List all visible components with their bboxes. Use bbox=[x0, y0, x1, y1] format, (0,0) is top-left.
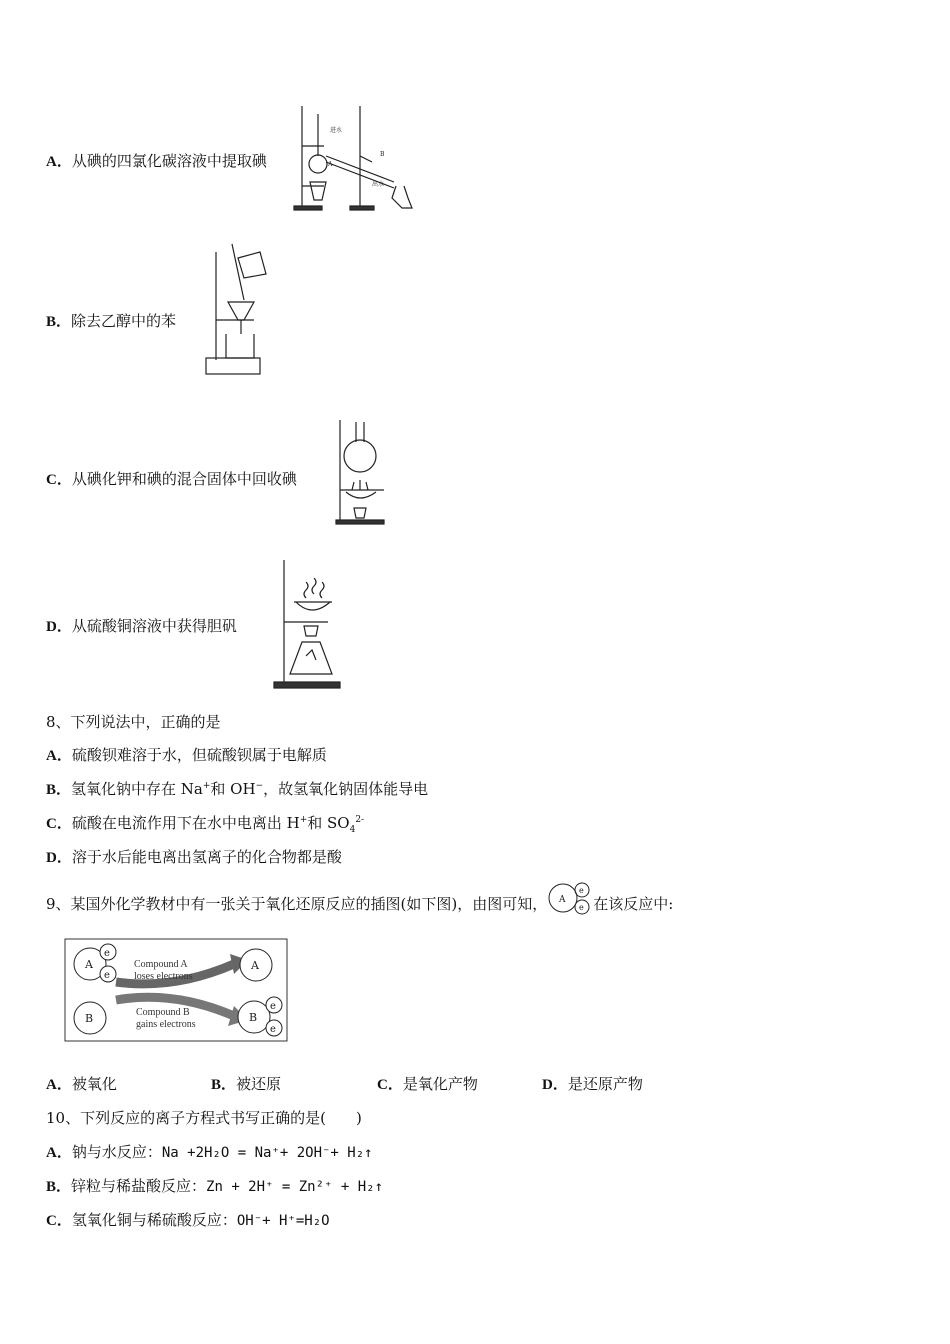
option-label: A． bbox=[46, 1077, 72, 1093]
fig-e-label: e bbox=[270, 1001, 276, 1012]
option-label: D． bbox=[542, 1077, 568, 1093]
q9-option-c bbox=[377, 1074, 478, 1095]
fig-e-label: e bbox=[104, 948, 110, 959]
option-text: 从硫酸铜溶液中获得胆矾 bbox=[71, 617, 237, 635]
inline-a-label: A bbox=[559, 895, 566, 905]
option-text: 锌粒与稀盐酸反应： bbox=[71, 1177, 207, 1195]
sublimation-apparatus-figure bbox=[334, 418, 388, 526]
fig-e-label: e bbox=[270, 1024, 276, 1035]
option-label: A． bbox=[46, 154, 72, 170]
option-text: 硫酸钡难溶于水，但硫酸钡属于电解质 bbox=[71, 746, 327, 764]
option-label: B． bbox=[46, 314, 72, 330]
option-label: B． bbox=[46, 782, 72, 798]
fig-b-right-label: B bbox=[249, 1011, 258, 1024]
water-out-label: 出水 bbox=[372, 181, 385, 188]
fig-e-label: e bbox=[104, 970, 110, 981]
inline-e1-label: e bbox=[579, 886, 584, 895]
q10-option-c bbox=[46, 1210, 330, 1231]
q9-stem-pre: 9、某国外化学教材中有一张关于氧化还原反应的插图(如下图)，由图可知， bbox=[46, 895, 548, 913]
option-text-part1: 硫酸在电流作用下在水中电离出 H bbox=[71, 814, 300, 832]
redox-electron-transfer-figure bbox=[64, 938, 290, 1044]
fig-a-right-label: A bbox=[251, 959, 259, 972]
option-label: A． bbox=[46, 1145, 72, 1161]
compound-a-caption-2: loses electrons bbox=[134, 971, 193, 982]
hydroxide-charge: − bbox=[255, 781, 264, 791]
evaporation-apparatus-figure bbox=[270, 556, 344, 690]
option-label: C． bbox=[46, 1213, 72, 1229]
option-text-part1: 氢氧化钠中存在 Na bbox=[71, 780, 203, 798]
fig-b-left-label: B bbox=[85, 1012, 94, 1025]
inline-compound-a-icon bbox=[547, 880, 593, 916]
q7-option-b bbox=[46, 311, 176, 332]
option-text: 氢氧化铜与稀硫酸反应： bbox=[71, 1211, 237, 1229]
point-a-label: A bbox=[328, 161, 333, 168]
point-b-label: B bbox=[380, 151, 385, 158]
q8-option-a bbox=[46, 745, 327, 766]
q9-stem-post: 在该反应中: bbox=[593, 895, 674, 913]
option-label: C． bbox=[46, 472, 72, 488]
option-label: B． bbox=[211, 1077, 237, 1093]
filtration-apparatus-figure bbox=[204, 238, 270, 378]
compound-b-caption-1: Compound B bbox=[136, 1007, 190, 1018]
option-label: C． bbox=[377, 1077, 403, 1093]
equation: OH⁻+ H⁺=H₂O bbox=[236, 1213, 330, 1229]
sulfate-charge: 2- bbox=[355, 815, 365, 825]
q7-option-c bbox=[46, 469, 297, 490]
option-label: C． bbox=[46, 816, 72, 832]
q9-option-b bbox=[211, 1074, 281, 1095]
water-in-label: 进水 bbox=[330, 127, 343, 134]
fig-a-left-label: A bbox=[85, 958, 93, 971]
compound-b-caption-2: gains electrons bbox=[136, 1019, 196, 1030]
q7-option-d bbox=[46, 616, 237, 637]
option-text-part2: 和 SO bbox=[307, 814, 350, 832]
option-text: 被还原 bbox=[236, 1075, 282, 1093]
distillation-apparatus-figure bbox=[292, 104, 414, 212]
hydrogen-charge: + bbox=[299, 815, 308, 825]
q9-option-a bbox=[46, 1074, 117, 1095]
option-text: 从碘化钾和碘的混合固体中回收碘 bbox=[71, 470, 297, 488]
q7-option-a bbox=[46, 151, 267, 172]
equation: Na +2H₂O = Na⁺+ 2OH⁻+ H₂↑ bbox=[161, 1145, 373, 1161]
option-text: 溶于水后能电离出氢离子的化合物都是酸 bbox=[71, 848, 342, 866]
option-text-part2: 和 OH bbox=[210, 780, 256, 798]
option-label: D． bbox=[46, 850, 72, 866]
option-text: 从碘的四氯化碳溶液中提取碘 bbox=[71, 152, 267, 170]
option-text: 是还原产物 bbox=[567, 1075, 643, 1093]
option-text-part3: ，故氢氧化钠固体能导电 bbox=[263, 780, 429, 798]
option-label: A． bbox=[46, 748, 72, 764]
option-label: D． bbox=[46, 619, 72, 635]
q10-option-a bbox=[46, 1142, 373, 1163]
q8-option-d bbox=[46, 847, 342, 868]
option-text: 是氧化产物 bbox=[402, 1075, 478, 1093]
q8-stem: 8、下列说法中，正确的是 bbox=[46, 713, 221, 731]
inline-e2-label: e bbox=[579, 903, 584, 912]
equation: Zn + 2H⁺ = Zn²⁺ + H₂↑ bbox=[206, 1179, 384, 1195]
q10-stem: 10、下列反应的离子方程式书写正确的是( ) bbox=[46, 1109, 362, 1127]
sodium-charge: + bbox=[202, 781, 211, 791]
sulfate-subscript: 4 bbox=[349, 825, 356, 835]
option-label: B． bbox=[46, 1179, 72, 1195]
q10-option-b bbox=[46, 1176, 383, 1197]
q8-option-c bbox=[46, 813, 364, 834]
q8-option-b bbox=[46, 779, 428, 800]
option-text: 除去乙醇中的苯 bbox=[71, 312, 177, 330]
option-text: 钠与水反应： bbox=[71, 1143, 162, 1161]
compound-a-caption-1: Compound A bbox=[134, 959, 188, 970]
q9-option-d bbox=[542, 1074, 643, 1095]
q9-stem bbox=[46, 886, 674, 916]
option-text: 被氧化 bbox=[71, 1075, 117, 1093]
